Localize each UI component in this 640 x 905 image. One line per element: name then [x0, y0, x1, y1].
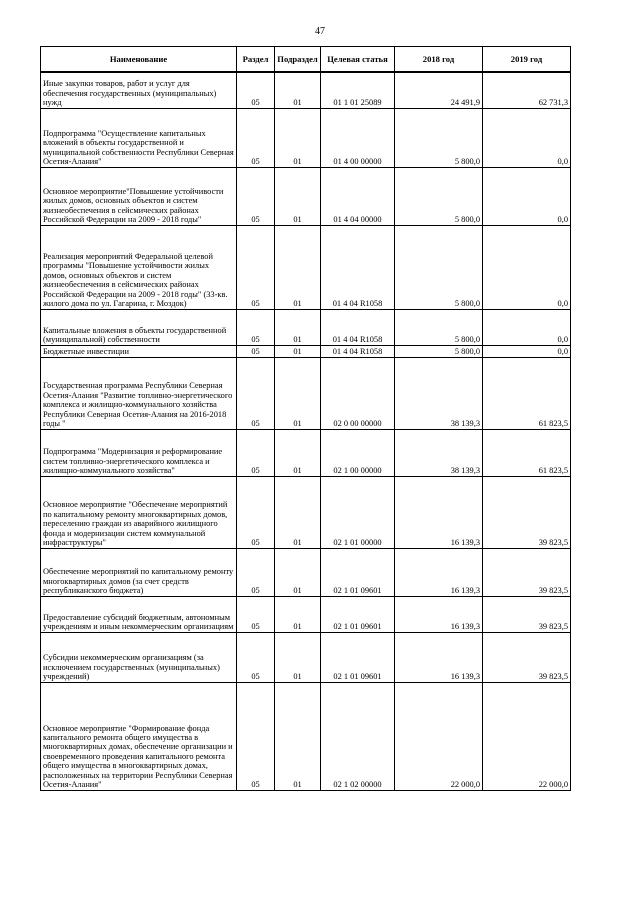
row-name: Иные закупки товаров, работ и услуг для обеспечения государственных (муниципальных) нужд — [41, 72, 237, 108]
row-name: Обеспечение мероприятий по капитальному ремонту многоквартирных домов (за счет средств республиканского бюджета) — [41, 548, 237, 596]
row-article: 02 1 01 00000 — [321, 476, 395, 548]
row-article: 02 0 00 00000 — [321, 357, 395, 429]
row-2018: 16 139,3 — [395, 548, 483, 596]
row-2019: 0,0 — [483, 225, 571, 309]
row-section: 05 — [237, 682, 275, 790]
row-subsection: 01 — [275, 476, 321, 548]
row-subsection: 01 — [275, 429, 321, 476]
row-article: 01 4 04 R1058 — [321, 225, 395, 309]
row-name: Реализация мероприятий Федеральной целевой программы "Повышение устойчивости жилых домов, основных объектов и систем жизнеобеспечения в сейсмических районах Российской Федерации на 2009 - 2018 годы" (33-кв. жилого дома по ул. Гагарина, г. Моздок) — [41, 225, 237, 309]
row-2019: 0,0 — [483, 309, 571, 345]
row-2018: 16 139,3 — [395, 476, 483, 548]
row-section: 05 — [237, 476, 275, 548]
header-2018: 2018 год — [395, 47, 483, 73]
row-2018: 5 800,0 — [395, 167, 483, 225]
table-row — [41, 429, 571, 476]
row-2018: 16 139,3 — [395, 632, 483, 682]
row-article: 01 1 01 25089 — [321, 72, 395, 108]
row-2018: 38 139,3 — [395, 357, 483, 429]
row-2019: 0,0 — [483, 345, 571, 357]
row-2018: 38 139,3 — [395, 429, 483, 476]
row-article: 01 4 04 00000 — [321, 167, 395, 225]
row-2018: 5 800,0 — [395, 225, 483, 309]
row-name: Государственная программа Республики Северная Осетия-Алания "Развитие топливно-энергетического комплекса и жилищно-коммунального хозяйства Республики Северная Осетия-Алания на 2016-2018 годы " — [41, 357, 237, 429]
row-article: 01 4 00 00000 — [321, 108, 395, 167]
row-name: Субсидии некоммерческим организациям (за исключением государственных (муниципальных) учреждений) — [41, 632, 237, 682]
row-section: 05 — [237, 345, 275, 357]
row-2018: 5 800,0 — [395, 309, 483, 345]
table-row — [41, 357, 571, 429]
table-header-row — [41, 47, 571, 73]
table-row — [41, 596, 571, 632]
row-2019: 61 823,5 — [483, 357, 571, 429]
row-2019: 0,0 — [483, 167, 571, 225]
header-article: Целевая статья — [321, 47, 395, 73]
budget-table — [40, 46, 571, 791]
row-section: 05 — [237, 596, 275, 632]
row-article: 02 1 01 09601 — [321, 596, 395, 632]
header-name: Наименование — [41, 47, 237, 73]
header-section: Раздел — [237, 47, 275, 73]
table-row — [41, 167, 571, 225]
row-name: Подпрограмма "Модернизация и реформирование систем топливно-энергетического комплекса и жилищно-коммунального хозяйства" — [41, 429, 237, 476]
row-2018: 24 491,9 — [395, 72, 483, 108]
row-section: 05 — [237, 309, 275, 345]
table-row — [41, 548, 571, 596]
table-row — [41, 309, 571, 345]
row-2019: 39 823,5 — [483, 476, 571, 548]
row-section: 05 — [237, 429, 275, 476]
row-section: 05 — [237, 225, 275, 309]
row-name: Бюджетные инвестиции — [41, 345, 237, 357]
row-2019: 22 000,0 — [483, 682, 571, 790]
table-row — [41, 682, 571, 790]
row-name: Капитальные вложения в объекты государственной (муниципальной) собственности — [41, 309, 237, 345]
row-article: 01 4 04 R1058 — [321, 345, 395, 357]
row-2018: 22 000,0 — [395, 682, 483, 790]
row-section: 05 — [237, 632, 275, 682]
row-2019: 39 823,5 — [483, 596, 571, 632]
row-subsection: 01 — [275, 632, 321, 682]
row-section: 05 — [237, 167, 275, 225]
table-row — [41, 225, 571, 309]
row-article: 02 1 00 00000 — [321, 429, 395, 476]
row-article: 02 1 01 09601 — [321, 548, 395, 596]
row-article: 01 4 04 R1058 — [321, 309, 395, 345]
table-row — [41, 345, 571, 357]
header-subsection: Подраздел — [275, 47, 321, 73]
page-number: 47 — [315, 26, 325, 37]
row-2019: 62 731,3 — [483, 72, 571, 108]
table-row — [41, 632, 571, 682]
row-section: 05 — [237, 72, 275, 108]
row-subsection: 01 — [275, 108, 321, 167]
row-name: Предоставление субсидий бюджетным, автономным учреждениям и иным некоммерческим организациям — [41, 596, 237, 632]
row-subsection: 01 — [275, 309, 321, 345]
row-2018: 5 800,0 — [395, 108, 483, 167]
table-row — [41, 476, 571, 548]
row-name: Основное мероприятие"Повышение устойчивости жилых домов, основных объектов и систем жизнеобеспечения в сейсмических районах Российской Федерации на 2009 - 2018 годы" — [41, 167, 237, 225]
row-article: 02 1 01 09601 — [321, 632, 395, 682]
row-section: 05 — [237, 548, 275, 596]
row-subsection: 01 — [275, 167, 321, 225]
row-subsection: 01 — [275, 682, 321, 790]
row-name: Основное мероприятие "Формирование фонда капитального ремонта общего имущества в многоквартирных домах, обеспечение организации и своевременного проведения капитального ремонта общего имущества в многоквартирных домах, расположенных на территории Республики Северная Осетия-Алания" — [41, 682, 237, 790]
row-subsection: 01 — [275, 72, 321, 108]
row-2019: 39 823,5 — [483, 548, 571, 596]
row-2019: 0,0 — [483, 108, 571, 167]
row-subsection: 01 — [275, 548, 321, 596]
row-name: Подпрограмма "Осуществление капитальных вложений в объекты государственной и муниципальной собственности Республики Северная Осетия-Алания" — [41, 108, 237, 167]
row-2018: 5 800,0 — [395, 345, 483, 357]
header-2019: 2019 год — [483, 47, 571, 73]
row-subsection: 01 — [275, 225, 321, 309]
row-section: 05 — [237, 357, 275, 429]
row-subsection: 01 — [275, 357, 321, 429]
row-subsection: 01 — [275, 596, 321, 632]
row-name: Основное мероприятие "Обеспечение мероприятий по капитальному ремонту многоквартирных домов, переселению граждан из аварийного жилищного фонда и модернизации систем коммунальной инфраструктуры" — [41, 476, 237, 548]
row-2018: 16 139,3 — [395, 596, 483, 632]
row-2019: 39 823,5 — [483, 632, 571, 682]
table-row — [41, 72, 571, 108]
row-article: 02 1 02 00000 — [321, 682, 395, 790]
row-2019: 61 823,5 — [483, 429, 571, 476]
row-section: 05 — [237, 108, 275, 167]
row-subsection: 01 — [275, 345, 321, 357]
table-row — [41, 108, 571, 167]
